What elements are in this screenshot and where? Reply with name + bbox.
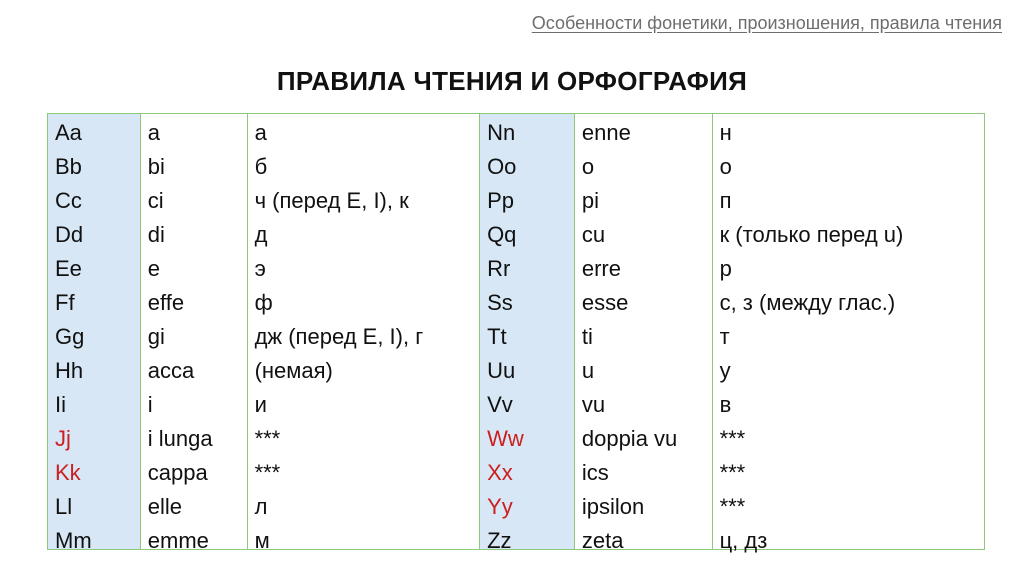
left-letter-cell: Mm [55, 528, 92, 553]
left-name-cell: e [147, 256, 161, 281]
right-sound-cell: в [719, 392, 732, 417]
right-names-column [575, 114, 713, 553]
right-name-cell: ipsilon [581, 494, 645, 519]
right-sound-cell: с, з (между глас.) [719, 290, 896, 315]
left-name-cell: gi [147, 324, 165, 349]
right-name-cell: pi [581, 188, 599, 213]
right-letter-cell: Xx [487, 460, 513, 485]
right-letters-column [480, 114, 575, 553]
right-letter-cell: Pp [487, 188, 514, 213]
right-sound-cell: ц, дз [719, 528, 768, 553]
left-sound-cell: *** [254, 426, 281, 451]
left-letter-cell: Kk [55, 460, 81, 485]
left-sound-cell: л [254, 494, 268, 519]
left-sound-cell: дж (перед E, I), г [254, 324, 424, 349]
left-sound-cell: ф [254, 290, 273, 315]
right-sound-cell: р [719, 256, 732, 281]
right-name-cell: u [581, 358, 595, 383]
left-letter-cell: Ee [55, 256, 82, 281]
left-letter-cell: Ff [55, 290, 75, 315]
right-name-cell: doppia vu [581, 426, 678, 451]
alphabet-table [47, 113, 985, 553]
right-sound-cell: о [719, 154, 732, 179]
right-sound-cell: *** [719, 460, 746, 485]
left-name-cell: emme [147, 528, 209, 553]
right-name-cell: ics [581, 460, 609, 485]
left-name-cell: ci [147, 188, 164, 213]
left-name-cell: cappa [147, 460, 208, 485]
left-sounds-column [248, 114, 481, 553]
left-name-cell: acca [147, 358, 195, 383]
left-letter-cell: Gg [55, 324, 85, 349]
left-letter-cell: Jj [55, 426, 71, 451]
right-sound-cell: у [719, 358, 731, 383]
right-letter-cell: Ss [487, 290, 513, 315]
right-letter-cell: Zz [487, 528, 512, 553]
left-letter-cell: Cc [55, 188, 82, 213]
left-sound-cell: б [254, 154, 268, 179]
right-letter-cell: Tt [487, 324, 507, 349]
left-letter-cell: Bb [55, 154, 82, 179]
right-name-cell: enne [581, 120, 631, 145]
left-name-cell: di [147, 222, 165, 247]
right-letter-cell: Oo [487, 154, 517, 179]
left-sound-cell: м [254, 528, 270, 553]
left-sound-cell: ч (перед E, I), к [254, 188, 409, 213]
right-sound-cell: п [719, 188, 732, 213]
left-sound-cell: и [254, 392, 267, 417]
right-name-cell: ti [581, 324, 593, 349]
left-sound-cell: д [254, 222, 268, 247]
right-name-cell: cu [581, 222, 606, 247]
right-sound-cell: *** [719, 494, 746, 519]
left-name-cell: i lunga [147, 426, 213, 451]
left-names-column [141, 114, 248, 553]
right-letter-cell: Qq [487, 222, 517, 247]
left-sound-cell: э [254, 256, 266, 281]
right-letter-cell: Ww [487, 426, 524, 451]
left-name-cell: elle [147, 494, 183, 519]
left-letter-cell: Hh [55, 358, 84, 383]
right-name-cell: o [581, 154, 595, 179]
left-letters-column [48, 114, 141, 553]
left-name-cell: bi [147, 154, 165, 179]
right-sound-cell: *** [719, 426, 746, 451]
right-letter-cell: Yy [487, 494, 513, 519]
left-sound-cell: а [254, 120, 267, 145]
left-sound-cell: (немая) [254, 358, 333, 383]
left-letter-cell: Aa [55, 120, 82, 145]
right-sound-cell: н [719, 120, 732, 145]
right-name-cell: esse [581, 290, 629, 315]
left-name-cell: effe [147, 290, 185, 315]
right-sounds-column [713, 114, 984, 553]
left-letter-cell: Dd [55, 222, 84, 247]
right-letter-cell: Rr [487, 256, 511, 281]
right-letter-cell: Vv [487, 392, 513, 417]
right-letter-cell: Uu [487, 358, 516, 383]
right-name-cell: vu [581, 392, 606, 417]
right-name-cell: erre [581, 256, 621, 281]
right-letter-cell: Nn [487, 120, 516, 145]
right-sound-cell: т [719, 324, 730, 349]
right-name-cell: zeta [581, 528, 624, 553]
page-title: ПРАВИЛА ЧТЕНИЯ И ОРФОГРАФИЯ [276, 66, 748, 96]
left-name-cell: i [147, 392, 153, 417]
topic-header: Особенности фонетики, произношения, правила чтения [531, 13, 1002, 33]
left-name-cell: a [147, 120, 161, 145]
left-letter-cell: Ii [55, 392, 66, 417]
left-sound-cell: *** [254, 460, 281, 485]
right-sound-cell: к (только перед u) [719, 222, 904, 247]
left-letter-cell: Ll [55, 494, 73, 519]
